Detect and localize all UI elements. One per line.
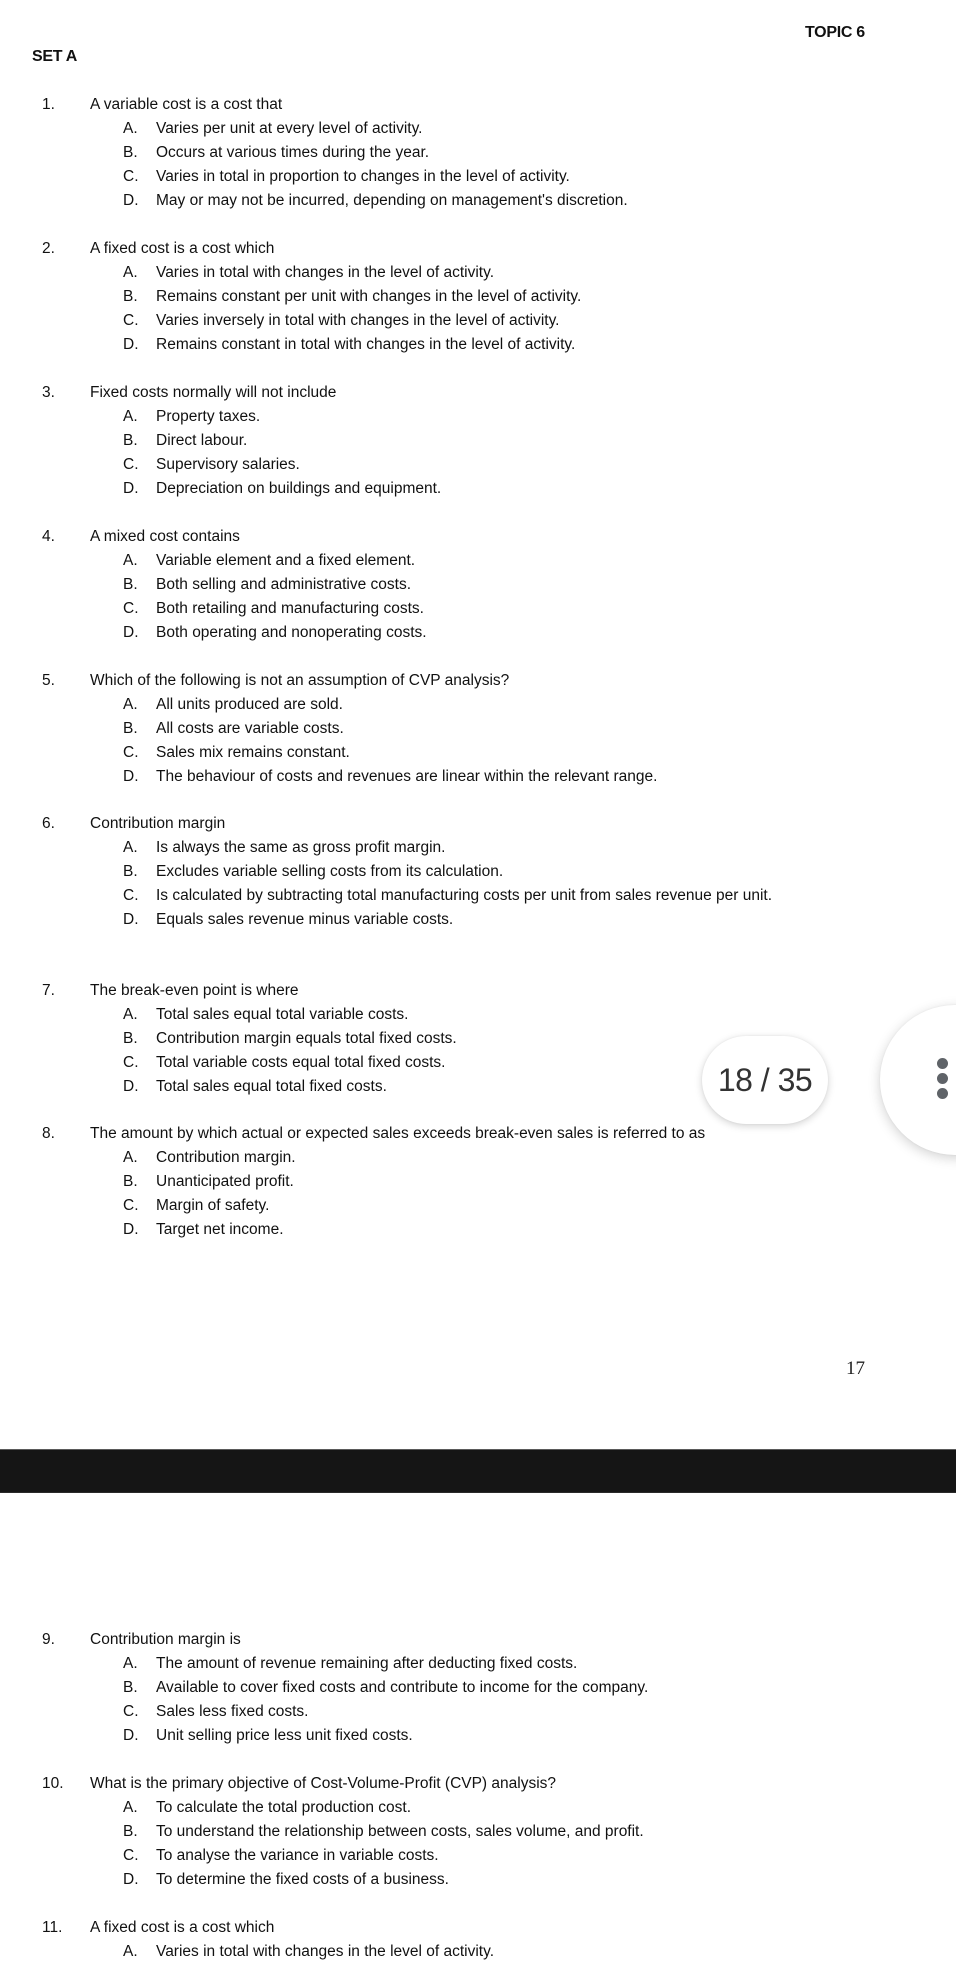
option-c <box>0 1700 956 1724</box>
option-letter: B. <box>123 1679 138 1696</box>
option-text: To calculate the total production cost. <box>156 1799 412 1816</box>
option-b <box>0 429 956 453</box>
question-number: 5. <box>42 672 55 689</box>
option-text: Varies in total in proportion to changes in the level of activity. <box>156 168 570 185</box>
option-text: Total sales equal total variable costs. <box>156 1006 409 1023</box>
option-letter: A. <box>123 1943 138 1960</box>
option-text: Contribution margin equals total fixed costs. <box>156 1030 457 1047</box>
option-letter: B. <box>123 1030 138 1047</box>
option-text: All units produced are sold. <box>156 696 343 713</box>
option-letter: C. <box>123 1847 139 1864</box>
question-11 <box>0 1916 956 1964</box>
option-text: To analyse the variance in variable costs. <box>156 1847 439 1864</box>
option-b <box>0 573 956 597</box>
option-b <box>0 717 956 741</box>
option-text: Sales mix remains constant. <box>156 744 350 761</box>
question-3 <box>0 381 956 501</box>
option-text: Direct labour. <box>156 432 248 449</box>
option-text: Is always the same as gross profit margin. <box>156 839 446 856</box>
option-letter: C. <box>123 1703 139 1720</box>
option-letter: A. <box>123 839 138 856</box>
option-c <box>0 884 956 908</box>
option-d <box>0 1724 956 1748</box>
option-letter: C. <box>123 744 139 761</box>
option-d <box>0 189 956 213</box>
question-text: Contribution margin <box>90 815 226 832</box>
question-number: 9. <box>42 1631 55 1648</box>
option-letter: C. <box>123 168 139 185</box>
question-5 <box>0 669 956 789</box>
question-text: The break-even point is where <box>90 982 299 999</box>
question-text: Contribution margin is <box>90 1631 241 1648</box>
option-text: Unit selling price less unit fixed costs. <box>156 1727 413 1744</box>
option-c <box>0 165 956 189</box>
option-text: Both retailing and manufacturing costs. <box>156 600 424 617</box>
option-text: Unanticipated profit. <box>156 1173 294 1190</box>
option-text: Margin of safety. <box>156 1197 270 1214</box>
option-letter: A. <box>123 1655 138 1672</box>
question-text: A fixed cost is a cost which <box>90 240 275 257</box>
option-letter: D. <box>123 192 139 209</box>
option-text: Occurs at various times during the year. <box>156 144 430 161</box>
option-text: The behaviour of costs and revenues are linear within the relevant range. <box>156 768 658 785</box>
option-letter: D. <box>123 1078 139 1095</box>
question-text: The amount by which actual or expected sales exceeds break-even sales is referred to as <box>90 1125 706 1142</box>
option-text: Varies inversely in total with changes in the level of activity. <box>156 312 560 329</box>
option-text: May or may not be incurred, depending on management's discretion. <box>156 192 628 209</box>
option-text: Available to cover fixed costs and contribute to income for the company. <box>156 1679 649 1696</box>
option-a <box>0 1003 956 1027</box>
question-number: 7. <box>42 982 55 999</box>
option-text: Total variable costs equal total fixed costs. <box>156 1054 446 1071</box>
option-text: The amount of revenue remaining after deducting fixed costs. <box>156 1655 578 1672</box>
option-a <box>0 1940 956 1964</box>
option-text: Is calculated by subtracting total manufacturing costs per unit from sales revenue per unit. <box>156 887 773 904</box>
question-6 <box>0 812 956 932</box>
option-d <box>0 1868 956 1892</box>
question-number: 8. <box>42 1125 55 1142</box>
option-text: To understand the relationship between costs, sales volume, and profit. <box>156 1823 644 1840</box>
topic-label: TOPIC 6 <box>805 24 865 41</box>
option-letter: D. <box>123 480 139 497</box>
option-letter: A. <box>123 1799 138 1816</box>
option-d <box>0 765 956 789</box>
option-b <box>0 860 956 884</box>
question-text: Fixed costs normally will not include <box>90 384 337 401</box>
option-d <box>0 333 956 357</box>
option-c <box>0 741 956 765</box>
option-text: Remains constant in total with changes in the level of activity. <box>156 336 576 353</box>
option-text: Sales less fixed costs. <box>156 1703 309 1720</box>
option-text: Varies in total with changes in the level of activity. <box>156 264 495 281</box>
question-text: What is the primary objective of Cost-Volume-Profit (CVP) analysis? <box>90 1775 557 1792</box>
option-b <box>0 1170 956 1194</box>
option-letter: B. <box>123 576 138 593</box>
question-text: Which of the following is not an assumption of CVP analysis? <box>90 672 510 689</box>
option-text: Varies per unit at every level of activity. <box>156 120 423 137</box>
question-number: 3. <box>42 384 55 401</box>
option-c <box>0 1844 956 1868</box>
option-a <box>0 405 956 429</box>
option-b <box>0 1676 956 1700</box>
option-letter: C. <box>123 456 139 473</box>
option-letter: A. <box>123 1149 138 1166</box>
question-number: 4. <box>42 528 55 545</box>
question-9 <box>0 1628 956 1748</box>
option-c <box>0 1194 956 1218</box>
question-8 <box>0 1122 956 1242</box>
option-text: Both operating and nonoperating costs. <box>156 624 427 641</box>
option-letter: D. <box>123 1221 139 1238</box>
option-letter: A. <box>123 408 138 425</box>
question-number: 11. <box>42 1919 63 1936</box>
question-number: 2. <box>42 240 55 257</box>
option-a <box>0 693 956 717</box>
option-b <box>0 141 956 165</box>
question-10 <box>0 1772 956 1892</box>
option-letter: C. <box>123 887 139 904</box>
option-letter: B. <box>123 432 138 449</box>
option-letter: D. <box>123 768 139 785</box>
option-a <box>0 549 956 573</box>
option-text: All costs are variable costs. <box>156 720 344 737</box>
option-letter: B. <box>123 720 138 737</box>
question-1 <box>0 93 956 213</box>
option-a <box>0 836 956 860</box>
option-d <box>0 477 956 501</box>
option-letter: B. <box>123 288 138 305</box>
option-letter: A. <box>123 696 138 713</box>
option-letter: B. <box>123 863 138 880</box>
option-d <box>0 621 956 645</box>
option-a <box>0 1146 956 1170</box>
page-counter: 18 / 35 <box>702 1036 828 1124</box>
question-text: A fixed cost is a cost which <box>90 1919 275 1936</box>
option-text: Depreciation on buildings and equipment. <box>156 480 442 497</box>
option-letter: D. <box>123 911 139 928</box>
option-a <box>0 261 956 285</box>
option-a <box>0 1796 956 1820</box>
option-text: Supervisory salaries. <box>156 456 300 473</box>
question-text: A variable cost is a cost that <box>90 96 283 113</box>
option-letter: D. <box>123 1871 139 1888</box>
option-letter: B. <box>123 144 138 161</box>
option-letter: D. <box>123 1727 139 1744</box>
option-d <box>0 908 956 932</box>
page-number: 17 <box>846 1358 865 1379</box>
option-text: Both selling and administrative costs. <box>156 576 412 593</box>
question-text: A mixed cost contains <box>90 528 240 545</box>
option-text: Remains constant per unit with changes in the level of activity. <box>156 288 582 305</box>
question-4 <box>0 525 956 645</box>
option-letter: C. <box>123 1054 139 1071</box>
option-d <box>0 1218 956 1242</box>
option-text: Equals sales revenue minus variable costs. <box>156 911 454 928</box>
option-a <box>0 117 956 141</box>
option-letter: A. <box>123 120 138 137</box>
option-letter: B. <box>123 1823 138 1840</box>
option-letter: A. <box>123 552 138 569</box>
option-letter: A. <box>123 264 138 281</box>
question-number: 10. <box>42 1775 64 1792</box>
option-text: Target net income. <box>156 1221 284 1238</box>
option-text: Varies in total with changes in the level of activity. <box>156 1943 495 1960</box>
option-letter: C. <box>123 600 139 617</box>
option-c <box>0 597 956 621</box>
option-b <box>0 1820 956 1844</box>
option-text: To determine the fixed costs of a business. <box>156 1871 449 1888</box>
question-2 <box>0 237 956 357</box>
question-number: 6. <box>42 815 55 832</box>
option-letter: C. <box>123 312 139 329</box>
option-letter: A. <box>123 1006 138 1023</box>
option-text: Total sales equal total fixed costs. <box>156 1078 387 1095</box>
option-a <box>0 1652 956 1676</box>
option-letter: D. <box>123 336 139 353</box>
option-letter: D. <box>123 624 139 641</box>
more-vert-icon <box>937 1058 949 1103</box>
option-b <box>0 285 956 309</box>
document-page-18 <box>0 1493 956 1960</box>
option-text: Property taxes. <box>156 408 261 425</box>
option-letter: C. <box>123 1197 139 1214</box>
option-letter: B. <box>123 1173 138 1190</box>
option-text: Contribution margin. <box>156 1149 296 1166</box>
option-text: Variable element and a fixed element. <box>156 552 416 569</box>
question-number: 1. <box>42 96 55 113</box>
set-label: SET A <box>32 48 78 65</box>
page-separator <box>0 1449 956 1493</box>
option-c <box>0 309 956 333</box>
option-c <box>0 453 956 477</box>
option-text: Excludes variable selling costs from its calculation. <box>156 863 504 880</box>
